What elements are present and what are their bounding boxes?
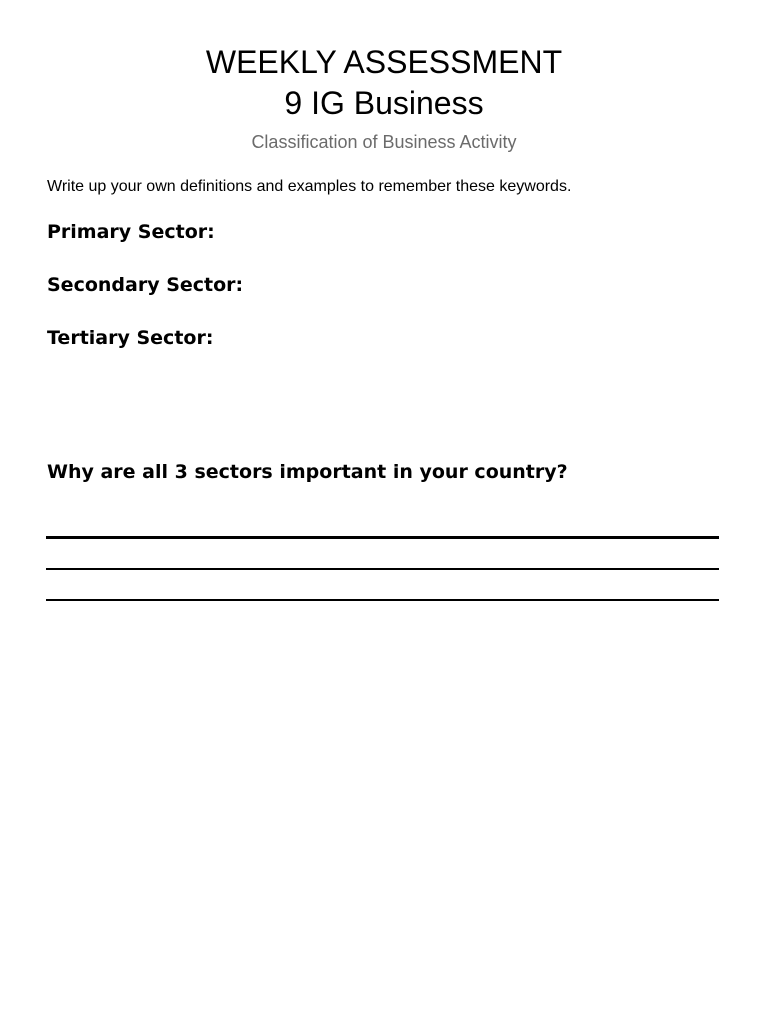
course-title: 9 IG Business xyxy=(284,85,484,121)
topic-subtitle: Classification of Business Activity xyxy=(251,132,517,152)
answer-line xyxy=(46,536,719,539)
keyword-secondary-sector: Secondary Sector: xyxy=(47,274,244,296)
answer-line xyxy=(46,568,719,570)
keyword-primary-sector: Primary Sector: xyxy=(47,221,215,243)
instructions-text: Write up your own definitions and examples to remember these keywords. xyxy=(47,178,572,195)
answer-line xyxy=(46,599,719,601)
question-text: Why are all 3 sectors important in your country? xyxy=(47,461,568,483)
keyword-tertiary-sector: Tertiary Sector: xyxy=(47,327,214,349)
page-title: WEEKLY ASSESSMENT xyxy=(205,44,563,80)
